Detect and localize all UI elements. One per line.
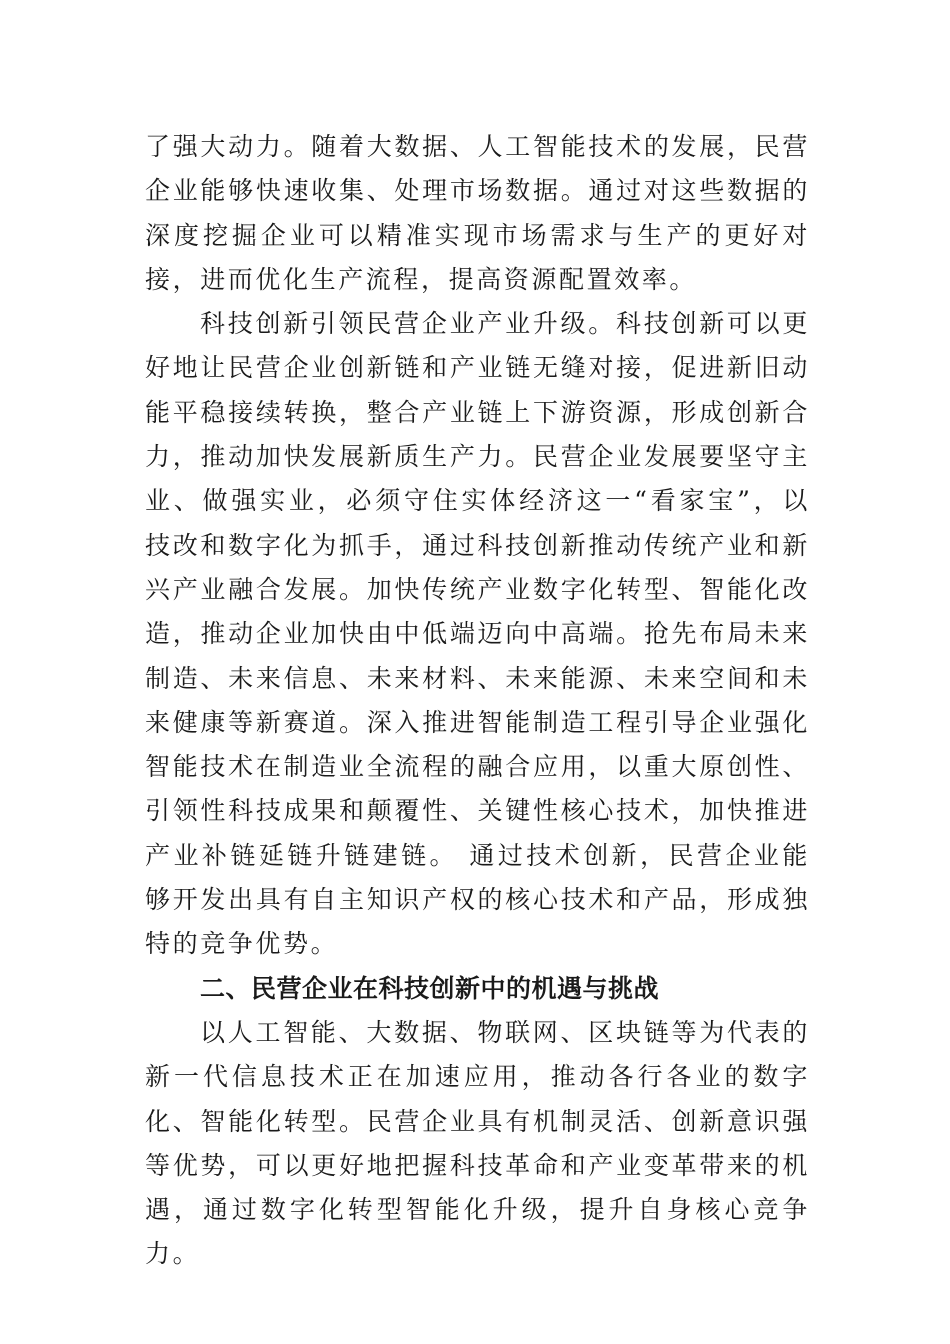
paragraph-continuation: 了强大动力。随着大数据、人工智能技术的发展，民营企业能够快速收集、处理市场数据。通过对这些数据的深度挖掘企业可以精准实现市场需求与生产的更好对接，进而优化生产流程，提高资源配置效率。 xyxy=(145,132,810,294)
document-body xyxy=(145,125,810,1277)
section-heading: 二、民营企业在科技创新中的机遇与挑战 xyxy=(200,973,660,1003)
paragraph-opportunities: 以人工智能、大数据、物联网、区块链等为代表的新一代信息技术正在加速应用，推动各行各业的数字化、智能化转型。民营企业具有机制灵活、创新意识强等优势，可以更好地把握科技革命和产业变革带来的机遇，通过数字化转型智能化升级，提升自身核心竞争力。 xyxy=(145,1017,810,1269)
paragraph-tech-innovation-upgrade: 科技创新引领民营企业产业升级。科技创新可以更好地让民营企业创新链和产业链无缝对接，促进新旧动能平稳接续转换，整合产业链上下游资源，形成创新合力，推动加快发展新质生产力。民营企业发展要坚守主业、做强实业，必须守住实体经济这一“看家宝”，以技改和数字化为抓手，通过科技创新推动传统产业和新兴产业融合发展。加快传统产业数字化转型、智能化改造，推动企业加快由中低端迈向中高端。抢先布局未来制造、未来信息、未来材料、未来能源、未来空间和未来健康等新赛道。深入推进智能制造工程引导企业强化智能技术在制造业全流程的融合应用，以重大原创性、引领性科技成果和颠覆性、关键性核心技术，加快推进产业补链延链升链建链。 通过技术创新，民营企业能够开发出具有自主知识产权的核心技术和产品，形成独特的竞争优势。 xyxy=(145,309,810,959)
